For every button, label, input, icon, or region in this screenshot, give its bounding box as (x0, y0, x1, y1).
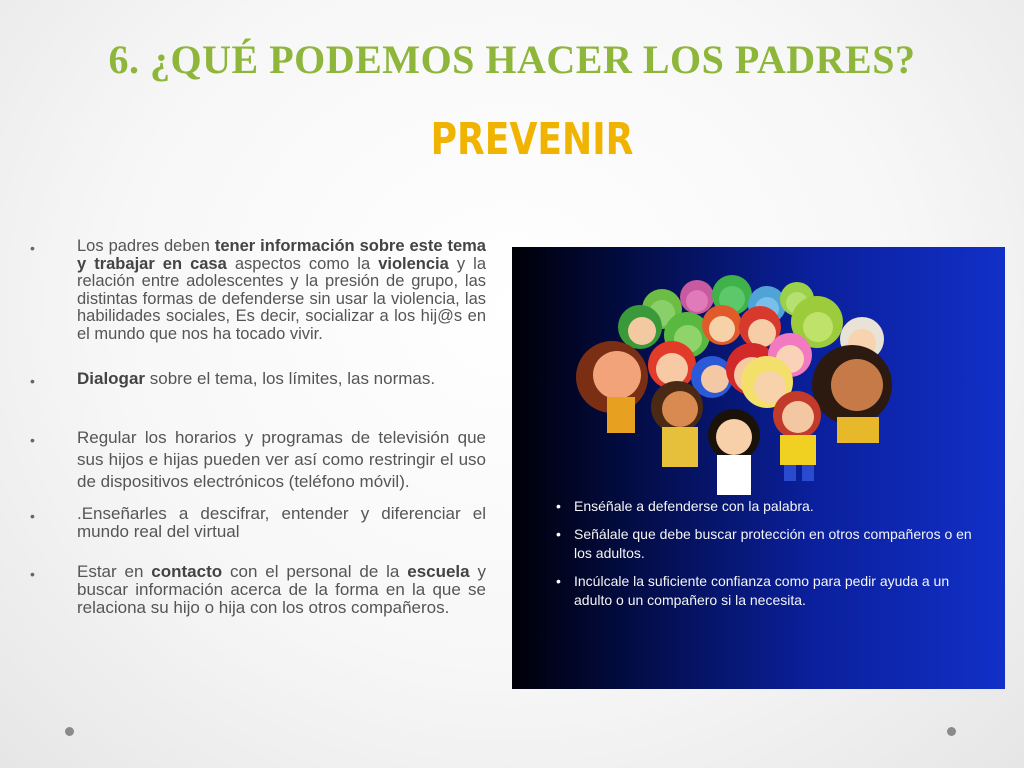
bullet-dot-icon: • (556, 526, 561, 542)
bold-segment: tener información sobre este tema y trabajar en casa (77, 237, 486, 273)
text-segment: sobre el tema, los límites, las normas. (145, 369, 436, 388)
tip-text: Incúlcale la suficiente confianza como para pedir ayuda a un adulto o un compañero si la necesita. (574, 573, 950, 608)
bullet-dot-icon: • (556, 573, 561, 589)
bullet-item (30, 369, 486, 389)
bullet-dot-icon: • (556, 498, 561, 514)
text-segment: Estar en (77, 562, 152, 581)
bullet-dot-icon: • (30, 566, 35, 582)
image-panel (512, 247, 1005, 689)
bold-segment: escuela (407, 562, 470, 581)
bold-segment: Dialogar (77, 369, 146, 388)
bullet-item (30, 563, 486, 617)
bullet-item (30, 427, 486, 493)
tip-text: Enséñale a defenderse con la palabra. (574, 498, 814, 514)
bullet-dot-icon: • (30, 508, 35, 524)
corner-dot-icon (65, 727, 74, 736)
tip-item (552, 497, 982, 516)
child-figure (651, 381, 821, 495)
bullet-list (30, 238, 486, 617)
text-segment: .Enseñarles a descifrar, entender y diferenciar el mundo real del virtual (77, 504, 486, 541)
text-segment: aspectos como la (226, 254, 379, 273)
tip-text: Señálale que debe buscar protección en otros compañeros o en los adultos. (574, 526, 972, 561)
tip-item (552, 572, 982, 610)
text-segment: y la relación entre adolescentes y la presión de grupo, las distintas formas de defenderse sin usar la violencia, las habilidades sociales, Es decir, socializar a los hij@s en el mundo que nos ha tocado vivir. (77, 254, 487, 343)
bold-segment: contacto (151, 562, 223, 581)
tips-list (552, 497, 982, 619)
text-segment: Regular los horarios y programas de televisión que sus hijos e hijas pueden ver así como restringir el uso de dispositivos electrónicos (teléfono móvil). (77, 428, 486, 491)
bullet-dot-icon: • (30, 240, 35, 256)
bullet-dot-icon: • (30, 432, 35, 448)
children-group-illustration (512, 247, 1005, 689)
tip-item (552, 525, 982, 563)
bullet-item (30, 505, 486, 541)
bullet-dot-icon: • (30, 373, 35, 389)
corner-dot-icon (947, 727, 956, 736)
bullet-item (30, 238, 486, 343)
text-segment: con el personal de la (222, 562, 408, 581)
slide-title: 6. ¿QUÉ PODEMOS HACER LOS PADRES? (108, 37, 916, 82)
text-segment: Los padres deben (77, 237, 215, 255)
text-segment: y buscar información acerca de la forma en la que se relaciona su hijo o hija con los otros compañeros. (77, 562, 486, 617)
slide-subtitle: PREVENIR (430, 114, 634, 165)
bold-segment: violencia (378, 254, 449, 273)
